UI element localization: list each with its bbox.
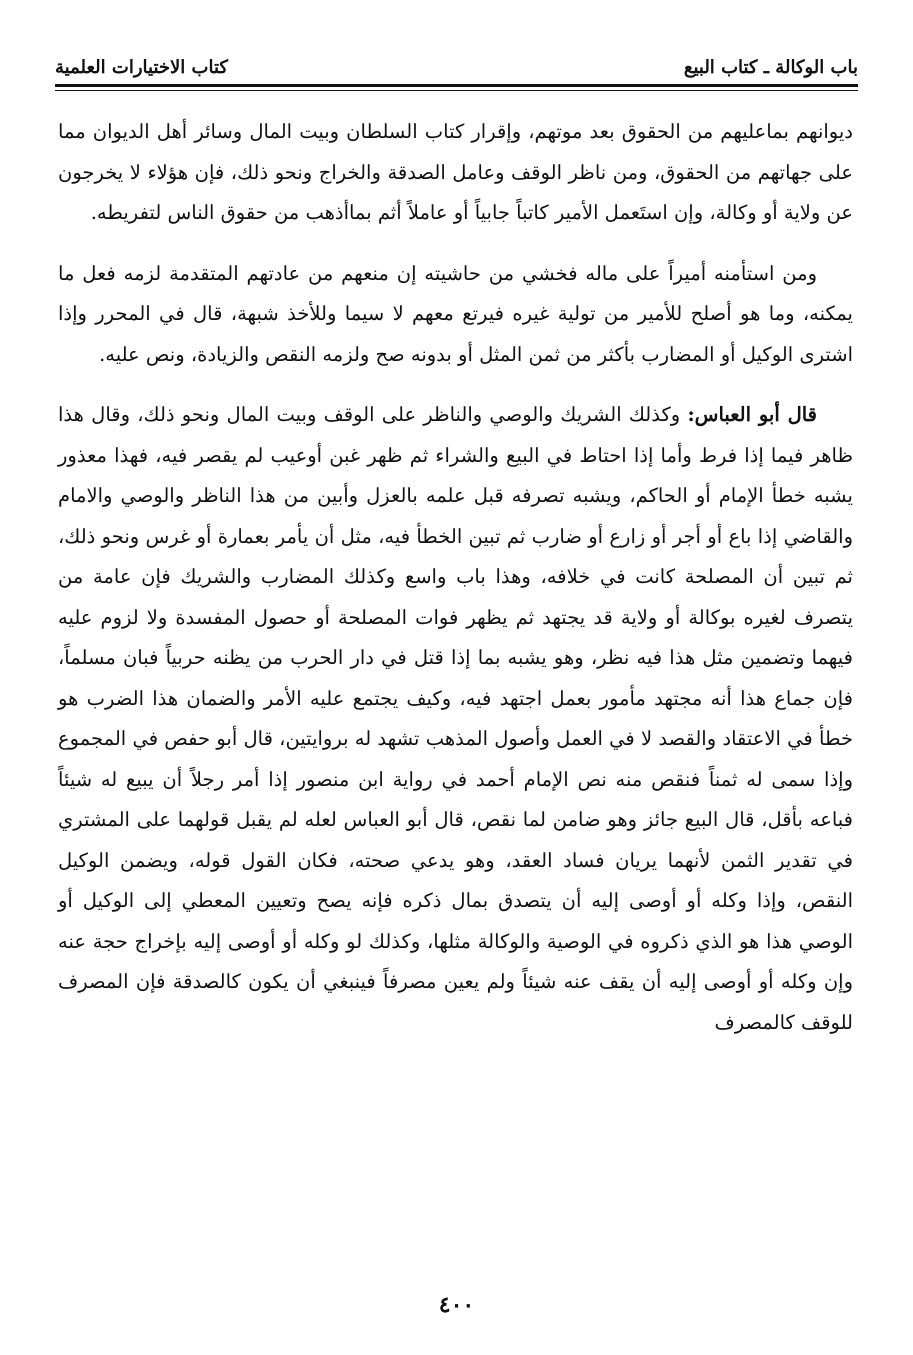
header-rule-thin <box>55 90 858 91</box>
page-number: ٤٠٠ <box>438 1292 475 1318</box>
paragraph-3 <box>58 395 853 1043</box>
paragraph-3-body: وكذلك الشريك والوصي والناظر على الوقف وبيت المال ونحو ذلك، وقال هذا ظاهر فيما إذا فرط وأما إذا احتاط في البيع والشراء ثم ظهر غبن أوعيب لم يقصر فيه، فهذا معذور يشبه خطأ الإمام أو الحاكم، ويشبه تصرفه قبل علمه بالعزل وأبين من هذا الناظر والوصي والامام والقاضي إذا باع أو أجر أو زارع أو ضارب ثم تبين الخطأ فيه، مثل أن يأمر بعمارة أو غرس ونحو ذلك، ثم تبين أن المصلحة كانت في خلافه، وهذا باب واسع وكذلك المضارب والشريك فإن عامة من يتصرف لغيره بوكالة أو ولاية قد يجتهد ثم يظهر فوات المصلحة أو حصول المفسدة ولا لزوم عليه فيهما وتضمين مثل هذا فيه نظر، وهو يشبه بما إذا قتل في دار الحرب من يظنه حربياً فبان مسلماً، فإن جماع هذا أنه مجتهد مأمور بعمل اجتهد فيه، وكيف يجتمع عليه الأمر والضمان هذا الضرب هو خطأ في الاعتقاد والقصد لا في العمل وأصول المذهب تشهد له بروايتين، قال أبو حفص في المجموع وإذا سمى له ثمناً فنقص منه نص الإمام أحمد في رواية ابن منصور إذا أمر رجلاً أن يبيع له شيئاً فباعه بأقل، قال البيع جائز وهو ضامن لما نقص، قال أبو العباس لعله لم يقبل قولهما على المشتري في تقدير الثمن لأنهما يريان فساد العقد، وهو يدعي صحته، فكان القول قوله، ويضمن الوكيل النقص، وإذا وكله أو أوصى إليه أن يتصدق بمال ذكره فإنه يصح وتعيين المعطي إلى الوكيل أو الوصي هذا هو الذي ذكروه في الوصية والوكالة مثلها، وكذلك لو وكله أو أوصى إليه بإخراج حجة عنه وإن وكله أو أوصى إليه أن يقف عنه شيئاً ولم يعين مصرفاً فينبغي أن يكون كالصدقة فإن المصرف للوقف كالمصرف <box>58 403 853 1034</box>
header-chapter-title: باب الوكالة ـ كتاب البيع <box>683 57 858 78</box>
body-text <box>58 112 853 1063</box>
header-rule-thick <box>55 84 858 87</box>
header-book-title: كتاب الاختيارات العلمية <box>55 57 228 78</box>
paragraph-2: ومن استأمنه أميراً على ماله فخشي من حاشيته إن منعهم من عادتهم المتقدمة لزمه فعل ما يمكنه، وما هو أصلح للأمير من تولية غيره فيرتع معهم لا سيما وللأخذ شبهة، قال في المحرر وإذا اشترى الوكيل أو المضارب بأكثر من ثمن المثل أو بدونه صح ولزمه النقص والزيادة، ونص عليه. <box>58 261 853 366</box>
paragraph-1: ديوانهم بماعليهم من الحقوق بعد موتهم، وإقرار كتاب السلطان وبيت المال وسائر أهل الديوان مما على جهاتهم من الحقوق، ومن ناظر الوقف وعامل الصدقة والخراج ونحو ذلك، فإن هؤلاء لا يخرجون عن ولاية أو وكالة، وإن استَعمل الأمير كاتباً جابياً أو عاملاً أثم بماأذهب من حقوق الناس لتفريطه. <box>58 120 853 224</box>
speaker-label: قال أبو العباس: <box>687 403 818 426</box>
running-header <box>55 40 858 78</box>
